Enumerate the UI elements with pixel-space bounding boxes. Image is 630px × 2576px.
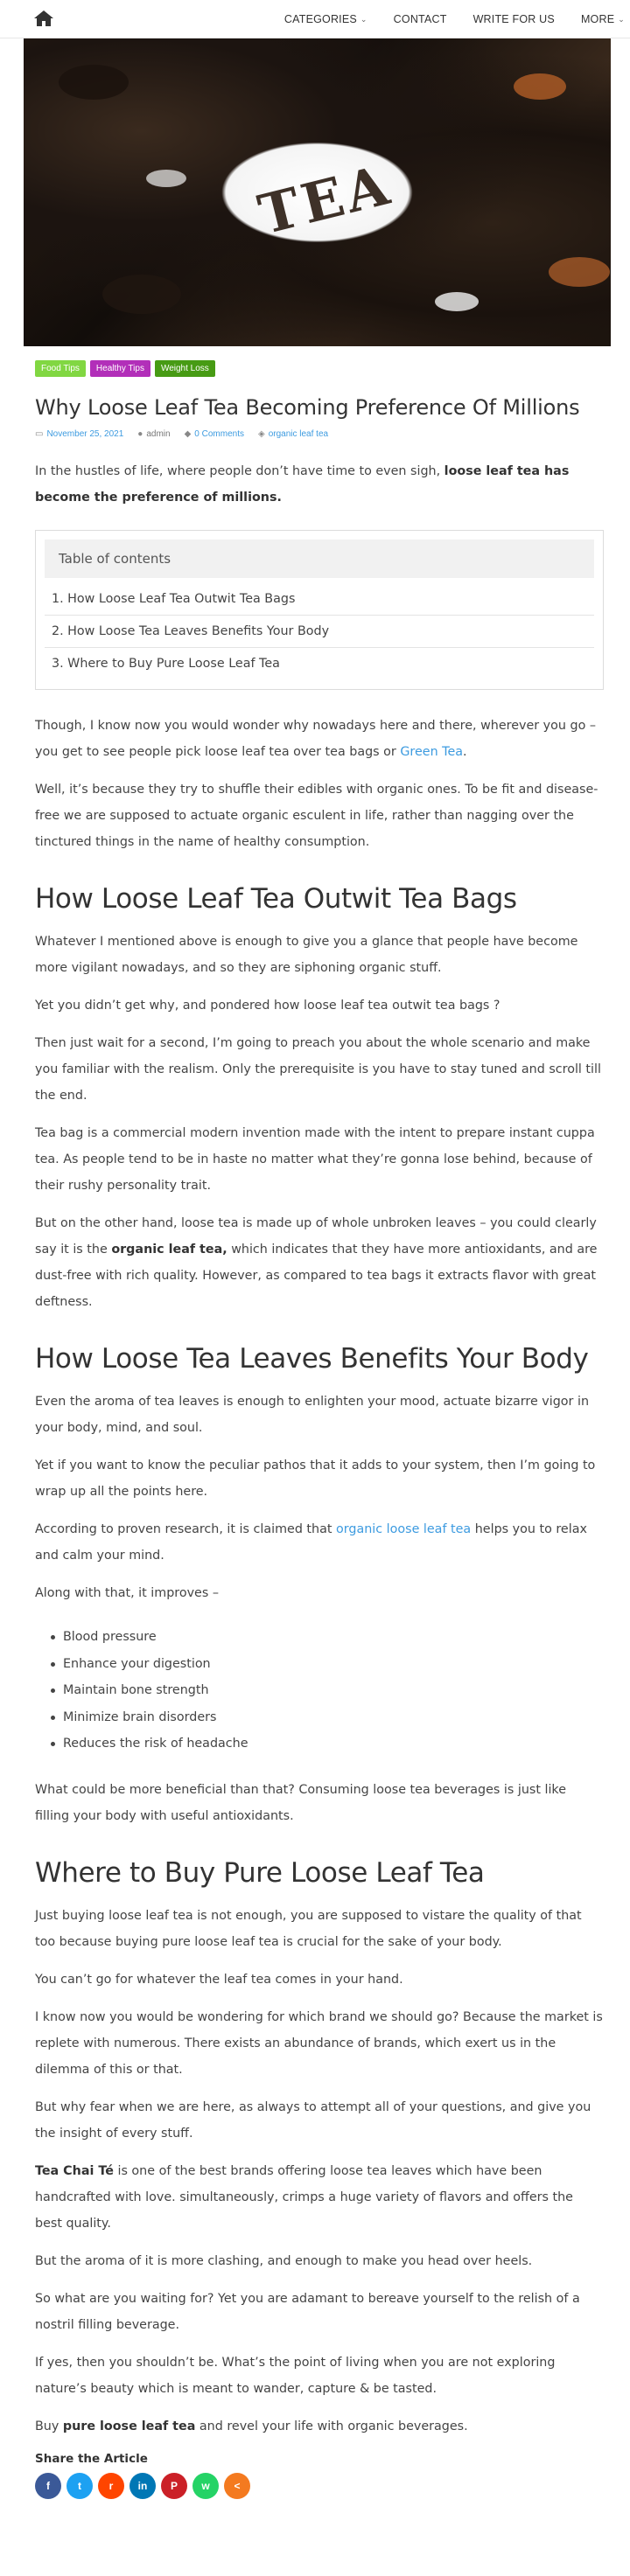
comment-icon: ◆ bbox=[184, 429, 192, 439]
list-item: Enhance your digestion bbox=[63, 1651, 604, 1678]
paragraph bbox=[35, 2158, 604, 2237]
tag-link[interactable]: organic leaf tea bbox=[268, 429, 329, 439]
paragraph-text: . bbox=[463, 745, 467, 759]
chevron-down-icon: ⌄ bbox=[618, 14, 625, 24]
meta-tag[interactable] bbox=[258, 429, 328, 439]
author-link[interactable]: admin bbox=[146, 429, 171, 439]
share-title: Share the Article bbox=[35, 2451, 148, 2466]
paragraph bbox=[35, 2413, 604, 2440]
nav-item-contact[interactable] bbox=[394, 13, 447, 25]
tag-food-tips[interactable]: Food Tips bbox=[35, 360, 86, 377]
nav-item-more[interactable] bbox=[581, 13, 625, 25]
list-item: Minimize brain disorders bbox=[63, 1704, 604, 1731]
section-heading-benefits: How Loose Tea Leaves Benefits Your Body bbox=[35, 1343, 589, 1375]
nav-item-label: CONTACT bbox=[393, 13, 447, 25]
list-item: Blood pressure bbox=[63, 1624, 604, 1651]
paragraph: Then just wait for a second, I’m going to preach you about the whole scenario and make you familiar with the realism. Only the prerequisite is you have to stay tuned and scroll till the end. bbox=[35, 1036, 601, 1103]
paragraph bbox=[35, 1516, 604, 1569]
toc-item[interactable]: 1. How Loose Leaf Tea Outwit Tea Bags bbox=[45, 583, 594, 616]
meta-author[interactable] bbox=[137, 429, 170, 439]
paragraph: Tea bag is a commercial modern invention made with the intent to prepare instant cuppa tea. As people tend to be in haste no matter what they’re gonna lose behind, because of their rushy personality trait. bbox=[35, 1126, 595, 1193]
paragraph-text: helps you to relax and calm your mind. bbox=[35, 1522, 587, 1563]
meta-comments[interactable] bbox=[185, 429, 244, 439]
list-item: Maintain bone strength bbox=[63, 1677, 604, 1704]
brand-name: Tea Chai Té bbox=[35, 2163, 114, 2178]
nav-item-categories[interactable] bbox=[284, 13, 368, 25]
top-navbar bbox=[0, 0, 630, 38]
nav-item-write-for-us[interactable] bbox=[473, 13, 555, 25]
table-of-contents bbox=[35, 530, 604, 690]
paragraph: Yet if you want to know the peculiar pathos that it adds to your system, then I’m going to wrap up all the points here. bbox=[35, 1459, 596, 1499]
paragraph: But why fear when we are here, as always to attempt all of your questions, and give you the insight of every stuff. bbox=[35, 2099, 592, 2141]
nav-item-label: MORE bbox=[580, 13, 615, 25]
green-tea-link[interactable]: Green Tea bbox=[400, 745, 464, 759]
section-heading-where-to-buy: Where to Buy Pure Loose Leaf Tea bbox=[35, 1856, 485, 1889]
article-meta bbox=[35, 429, 604, 439]
chevron-down-icon: ⌄ bbox=[360, 14, 368, 24]
toc-item[interactable]: 2. How Loose Tea Leaves Benefits Your Body bbox=[45, 616, 594, 648]
pinterest-icon[interactable]: P bbox=[161, 2473, 187, 2499]
toc-heading[interactable]: Table of contents bbox=[45, 540, 594, 578]
tag-healthy-tips[interactable]: Healthy Tips bbox=[90, 360, 150, 377]
paragraph: Yet you didn’t get why, and pondered how loose leaf tea outwit tea bags ? bbox=[35, 999, 500, 1013]
paragraph: Even the aroma of tea leaves is enough to enlighten your mood, actuate bizarre vigor in your body, mind, and soul. bbox=[35, 1395, 589, 1435]
toc-item[interactable]: 3. Where to Buy Pure Loose Leaf Tea bbox=[52, 657, 280, 671]
paragraph bbox=[35, 713, 604, 765]
paragraph-text: which indicates that they have more antioxidants, and are dust-free with rich quality. However, as compared to tea bags it extracts flavor with great deftness. bbox=[35, 1243, 598, 1309]
paragraph-text: Buy bbox=[35, 2419, 63, 2433]
paragraph-text: Though, I know now you would wonder why nowadays here and there, wherever you go – you get to see people pick loose leaf tea over tea bags or bbox=[35, 719, 597, 759]
benefits-list bbox=[35, 1624, 604, 1758]
whatsapp-icon[interactable]: w bbox=[192, 2473, 219, 2499]
paragraph-bold: organic leaf tea, bbox=[111, 1243, 228, 1257]
nav-item-label: WRITE FOR US bbox=[472, 13, 555, 25]
organic-loose-leaf-tea-link[interactable]: organic loose leaf tea bbox=[336, 1522, 472, 1536]
paragraph-bold: pure loose leaf tea bbox=[62, 2419, 196, 2433]
paragraph-text: and revel your life with organic beverages. bbox=[195, 2419, 468, 2433]
paragraph: Just buying loose leaf tea is not enough, you are supposed to vistare the quality of that too because buying pure loose leaf tea is crucial for the sake of your body. bbox=[35, 1908, 582, 1949]
paragraph bbox=[35, 1210, 604, 1315]
paragraph: So what are you waiting for? Yet you are adamant to bereave yourself to the relish of a nostril filling beverage. bbox=[35, 2291, 580, 2332]
paragraph: You can’t go for whatever the leaf tea comes in your hand. bbox=[35, 1972, 403, 1987]
nav-links bbox=[258, 0, 625, 38]
share-icon[interactable]: < bbox=[224, 2473, 250, 2499]
date-link[interactable]: November 25, 2021 bbox=[46, 429, 124, 439]
hero-image bbox=[24, 38, 611, 346]
linkedin-icon[interactable]: in bbox=[130, 2473, 156, 2499]
paragraph: Well, it’s because they try to shuffle their edibles with organic ones. To be fit and disease-free we are supposed to actuate organic esculent in life, rather than nagging over the tinctured things in the name of healthy consumption. bbox=[35, 783, 598, 849]
tag-weight-loss[interactable]: Weight Loss bbox=[155, 360, 215, 377]
category-tags bbox=[35, 360, 604, 377]
home-icon[interactable] bbox=[33, 10, 54, 27]
paragraph: If yes, then you shouldn’t be. What’s the point of living when you are not exploring nature’s beauty which is meant to wander, capture & be tasted. bbox=[35, 2355, 556, 2396]
article-title: Why Loose Leaf Tea Becoming Preference Of Millions bbox=[35, 395, 580, 420]
intro-paragraph bbox=[35, 458, 604, 511]
calendar-icon: ▭ bbox=[35, 429, 44, 439]
paragraph-text: According to proven research, it is claimed that bbox=[35, 1522, 337, 1536]
user-icon: ● bbox=[137, 429, 144, 439]
intro-text: In the hustles of life, where people don’t have time to even sigh, bbox=[35, 464, 444, 478]
tag-icon: ◈ bbox=[257, 429, 265, 439]
paragraph: Along with that, it improves – bbox=[35, 1586, 219, 1600]
list-item: Reduces the risk of headache bbox=[63, 1730, 604, 1758]
facebook-icon[interactable]: f bbox=[35, 2473, 61, 2499]
paragraph-text: is one of the best brands offering loose tea leaves which have been handcrafted with love. simultaneously, crimps a huge variety of flavors and offers the best quality. bbox=[35, 2163, 573, 2231]
twitter-icon[interactable]: t bbox=[66, 2473, 93, 2499]
hero-image-text: TEA bbox=[252, 152, 399, 247]
nav-item-label: CATEGORIES bbox=[284, 13, 357, 25]
toc-list bbox=[45, 583, 594, 680]
paragraph: I know now you would be wondering for which brand we should go? Because the market is replete with numerous. There exists an abundance of brands, which exert us in the dilemma of this or that. bbox=[35, 2009, 603, 2077]
comments-link[interactable]: 0 Comments bbox=[194, 429, 244, 439]
share-buttons bbox=[35, 2473, 604, 2499]
intro-bold: loose leaf tea has become the preference of millions. bbox=[35, 464, 570, 505]
article-content bbox=[0, 360, 630, 2499]
paragraph: Whatever I mentioned above is enough to give you a glance that people have become more vigilant nowadays, and so they are siphoning organic stuff. bbox=[35, 935, 578, 975]
reddit-icon[interactable]: r bbox=[98, 2473, 124, 2499]
paragraph: What could be more beneficial than that? Consuming loose tea beverages is just like filling your body with useful antioxidants. bbox=[35, 1782, 566, 1823]
paragraph-text: But on the other hand, loose tea is made up of whole unbroken leaves – you could clearly say it is the bbox=[35, 1216, 597, 1257]
section-heading-outwit: How Loose Leaf Tea Outwit Tea Bags bbox=[35, 883, 517, 915]
meta-date[interactable] bbox=[35, 429, 123, 439]
paragraph: But the aroma of it is more clashing, and enough to make you head over heels. bbox=[35, 2253, 533, 2268]
